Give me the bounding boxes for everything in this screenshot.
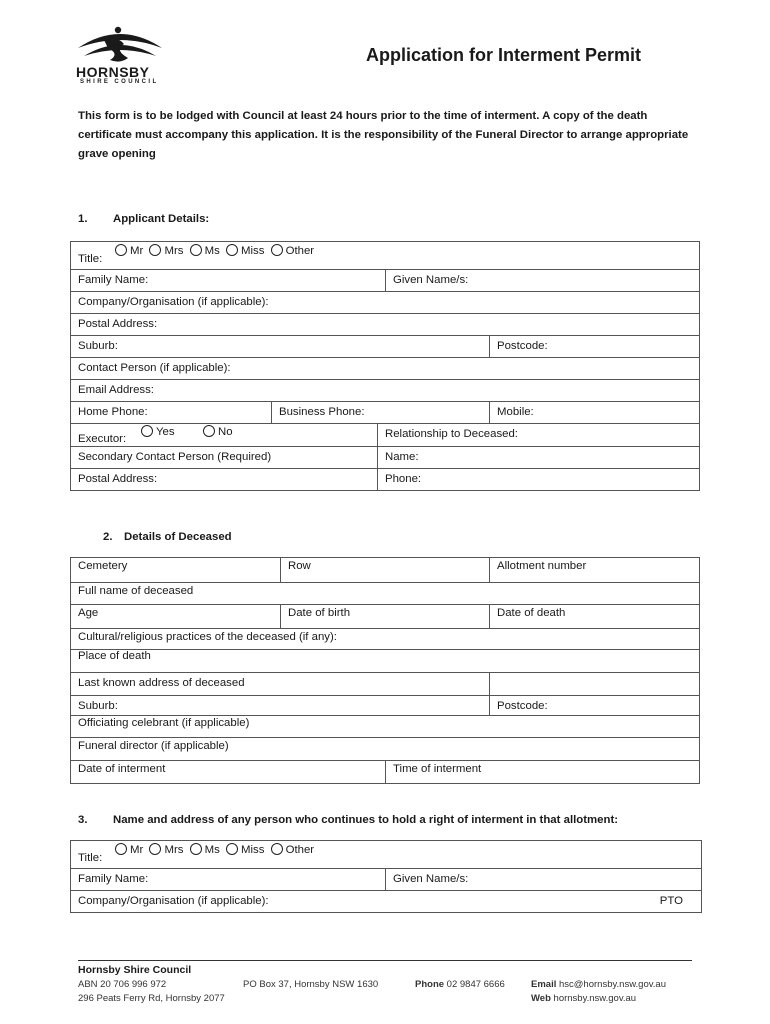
dod-field[interactable]: Date of death	[489, 605, 699, 628]
title-option-miss[interactable]: Miss	[226, 245, 264, 257]
secondary-postal-field[interactable]: Postal Address:	[78, 473, 158, 485]
section1-number: 1.	[78, 213, 88, 225]
age-field[interactable]: Age	[78, 607, 99, 619]
section2-number: 2.	[103, 531, 113, 543]
allotment-field[interactable]: Allotment number	[489, 558, 699, 582]
last-address-row	[71, 672, 699, 695]
title-option-mr[interactable]: Mr	[115, 844, 143, 856]
radio-button[interactable]	[115, 244, 127, 256]
section2-heading: Details of Deceased	[124, 531, 232, 543]
title-option-ms[interactable]: Ms	[190, 844, 220, 856]
age-row	[71, 604, 699, 628]
radio-button[interactable]	[190, 843, 202, 855]
deceased-table	[70, 557, 700, 784]
last-address-extra[interactable]	[489, 673, 699, 695]
interment-row	[71, 760, 699, 783]
secondary-contact-row	[71, 446, 699, 468]
logo-subtitle: SHIRE COUNCIL	[80, 79, 159, 85]
secondary-postal-row	[71, 468, 699, 490]
row-field[interactable]: Row	[280, 558, 489, 582]
title-option-miss[interactable]: Miss	[226, 844, 264, 856]
cemetery-row	[71, 558, 699, 582]
footer-divider	[78, 960, 692, 961]
family-name-row	[71, 269, 699, 291]
deceased-postcode-field[interactable]: Postcode:	[489, 696, 699, 715]
secondary-phone-field[interactable]: Phone:	[377, 469, 699, 490]
applicant-table	[70, 241, 700, 491]
executor-no[interactable]: No	[203, 426, 233, 438]
home-phone-field[interactable]: Home Phone:	[78, 406, 148, 418]
footer-phone: Phone 02 9847 6666	[415, 979, 505, 990]
cemetery-field[interactable]: Cemetery	[78, 560, 128, 572]
pto-label: PTO	[659, 895, 683, 907]
footer-org: Hornsby Shire Council	[78, 964, 192, 976]
time-interment-field[interactable]: Time of interment	[385, 761, 699, 783]
deceased-suburb-row	[71, 695, 699, 715]
funeral-director-field[interactable]: Funeral director (if applicable)	[71, 737, 699, 760]
full-name-field[interactable]: Full name of deceased	[71, 582, 699, 604]
section1-heading: Applicant Details:	[113, 213, 210, 225]
footer-abn: ABN 20 706 996 972	[78, 979, 167, 990]
title-label-3: Title:	[78, 852, 103, 864]
right-holder-table	[70, 840, 702, 913]
title-option-mrs[interactable]: Mrs	[149, 844, 183, 856]
cultural-field[interactable]: Cultural/religious practices of the deceased (if any):	[71, 628, 699, 649]
contact-person-field[interactable]: Contact Person (if applicable):	[71, 357, 699, 379]
executor-field	[71, 424, 377, 446]
title-radio-group[interactable]	[115, 245, 317, 257]
date-interment-field[interactable]: Date of interment	[78, 763, 166, 775]
given-names-field-3[interactable]: Given Name/s:	[385, 869, 701, 890]
section3-number: 3.	[78, 814, 88, 826]
radio-button[interactable]	[226, 244, 238, 256]
relationship-field[interactable]: Relationship to Deceased:	[377, 424, 699, 446]
footer-po-box: PO Box 37, Hornsby NSW 1630	[243, 979, 379, 990]
radio-button[interactable]	[149, 244, 161, 256]
page-title: Application for Interment Permit	[366, 45, 642, 65]
executor-row	[71, 423, 699, 446]
intro-text: This form is to be lodged with Council at least 24 hours prior to the time of interment. A copy of the death certificate must accompany this application. It is the responsibility of the Funeral Director to arrange appropriate grave opening	[78, 110, 689, 160]
radio-button[interactable]	[141, 425, 153, 437]
phone-row	[71, 401, 699, 423]
last-address-field[interactable]: Last known address of deceased	[78, 677, 245, 689]
given-names-field[interactable]: Given Name/s:	[385, 270, 699, 291]
business-phone-field[interactable]: Business Phone:	[271, 402, 489, 423]
suburb-field[interactable]: Suburb:	[78, 340, 118, 352]
title-radio-group-3[interactable]	[115, 844, 317, 856]
title-row	[71, 242, 699, 269]
radio-button[interactable]	[190, 244, 202, 256]
email-field[interactable]: Email Address:	[71, 379, 699, 401]
radio-button[interactable]	[149, 843, 161, 855]
footer-address: 296 Peats Ferry Rd, Hornsby 2077	[78, 993, 225, 1004]
suburb-row	[71, 335, 699, 357]
secondary-contact-field[interactable]: Secondary Contact Person (Required)	[78, 451, 272, 463]
postcode-field[interactable]: Postcode:	[489, 336, 699, 357]
logo-wordmark: HORNSBY	[76, 64, 150, 80]
mobile-field[interactable]: Mobile:	[489, 402, 699, 423]
place-of-death-field[interactable]: Place of death	[71, 649, 699, 672]
title-row-3	[71, 841, 701, 868]
footer-web[interactable]: Web hornsby.nsw.gov.au	[531, 993, 637, 1004]
title-option-ms[interactable]: Ms	[190, 245, 220, 257]
radio-button[interactable]	[203, 425, 215, 437]
footer-email[interactable]: Email hsc@hornsby.nsw.gov.au	[531, 979, 666, 990]
executor-label: Executor:	[78, 433, 127, 445]
family-name-row-3	[71, 868, 701, 890]
title-option-other[interactable]: Other	[271, 245, 315, 257]
deceased-suburb-field[interactable]: Suburb:	[78, 700, 118, 712]
radio-button[interactable]	[271, 843, 283, 855]
company-field-3[interactable]: Company/Organisation (if applicable): PTO	[71, 890, 701, 912]
executor-yes[interactable]: Yes	[141, 426, 175, 438]
family-name-field-3[interactable]: Family Name:	[78, 873, 149, 885]
postal-address-field[interactable]: Postal Address:	[71, 313, 699, 335]
title-option-other[interactable]: Other	[271, 844, 315, 856]
radio-button[interactable]	[115, 843, 127, 855]
company-field[interactable]: Company/Organisation (if applicable):	[71, 291, 699, 313]
section3-heading: Name and address of any person who continues to hold a right of interment in that allotment:	[113, 814, 619, 826]
title-option-mr[interactable]: Mr	[115, 245, 143, 257]
secondary-name-field[interactable]: Name:	[377, 447, 699, 468]
celebrant-field[interactable]: Officiating celebrant (if applicable)	[71, 715, 699, 737]
radio-button[interactable]	[271, 244, 283, 256]
title-label: Title:	[78, 253, 103, 265]
title-option-mrs[interactable]: Mrs	[149, 245, 183, 257]
dob-field[interactable]: Date of birth	[280, 605, 489, 628]
radio-button[interactable]	[226, 843, 238, 855]
family-name-field[interactable]: Family Name:	[78, 274, 149, 286]
